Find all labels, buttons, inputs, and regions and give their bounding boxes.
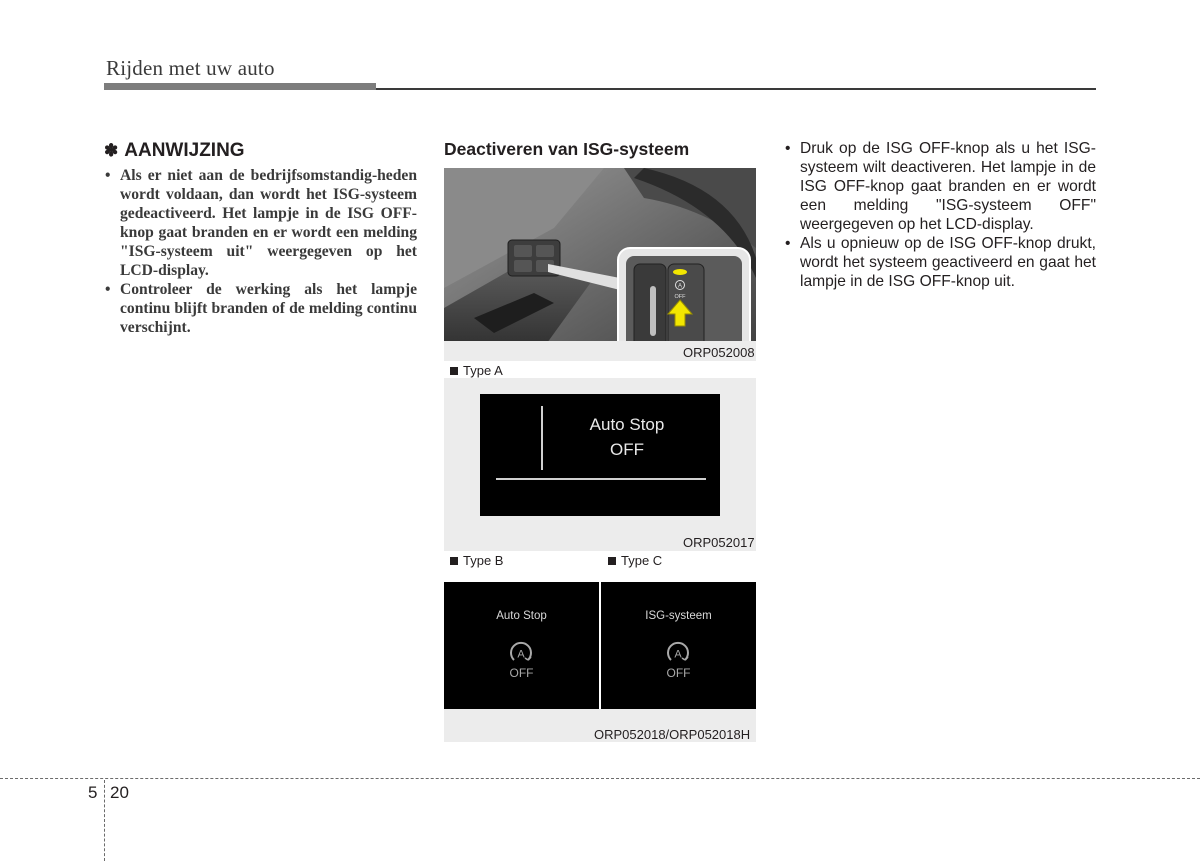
footer-rule xyxy=(0,778,1200,779)
button-icon-letter: A xyxy=(677,283,683,290)
figure-code: ORP052008 xyxy=(683,345,755,360)
note-item: • Als er niet aan de bedrijfsomstandig-heden wordt voldaan, dan wordt het ISG-systeem gedeactiveerd. Het lampje in de ISG OFF-knop gaat branden en er wordt een melding "ISG-systeem uit" weergegeven op het LCD-display. xyxy=(104,166,417,280)
note-heading xyxy=(104,140,245,162)
dashboard-photo xyxy=(444,168,756,361)
running-header: Rijden met uw auto xyxy=(106,56,275,80)
lcd-display-type-a xyxy=(480,394,720,516)
instruction-item: • Druk op de ISG OFF-knop als u het ISG-systeem wilt deactiveren. Het lampje in de ISG OFF-knop gaat branden en er wordt een melding "ISG-systeem OFF" weergegeven op het LCD-display. xyxy=(784,139,1096,234)
icon-letter: A xyxy=(674,648,682,661)
lcd-text-line2: OFF xyxy=(610,440,644,459)
page-number: 20 xyxy=(110,783,129,802)
lcd-display-type-b xyxy=(444,582,599,709)
type-b-label: Type B xyxy=(450,553,503,568)
lcd-off-text: OFF xyxy=(666,666,691,680)
figure-code: ORP052017 xyxy=(683,535,755,550)
lcd-title: Auto Stop xyxy=(496,610,547,622)
note-star-icon: ✽ xyxy=(104,141,119,160)
lcd-text-line1: Auto Stop xyxy=(589,415,665,434)
note-list xyxy=(104,166,417,337)
lcd-off-text: OFF xyxy=(509,666,534,680)
lcd-display-type-c xyxy=(601,582,756,709)
instruction-item: • Als u opnieuw op de ISG OFF-knop drukt, wordt het systeem geactiveerd en gaat het lampje in de ISG OFF-knop uit. xyxy=(784,234,1096,291)
figure-code: ORP052018/ORP052018H xyxy=(594,727,751,742)
auto-stop-icon xyxy=(665,640,691,666)
type-a-label: Type A xyxy=(450,363,503,378)
icon-letter: A xyxy=(517,648,525,661)
header-rule-accent xyxy=(104,83,376,90)
section-title: Deactiveren van ISG-systeem xyxy=(444,139,690,159)
footer-divider xyxy=(104,780,105,861)
lcd-divider-vertical xyxy=(541,406,543,470)
square-bullet-icon xyxy=(608,557,616,565)
dashboard-illustration xyxy=(444,168,756,361)
button-off-label: OFF xyxy=(674,294,686,300)
square-bullet-icon xyxy=(450,367,458,375)
note-item: • Controleer de werking als het lampje continu blijft branden of de melding continu verschijnt. xyxy=(104,280,417,337)
auto-stop-icon xyxy=(508,640,534,666)
lcd-title: ISG-systeem xyxy=(645,610,712,622)
lcd-divider-horizontal xyxy=(496,478,706,480)
instruction-list xyxy=(784,139,1096,291)
chapter-number: 5 xyxy=(88,783,98,802)
square-bullet-icon xyxy=(450,557,458,565)
note-heading-text: AANWIJZING xyxy=(124,140,245,161)
header-rule xyxy=(376,88,1096,90)
type-c-label: Type C xyxy=(608,553,662,568)
